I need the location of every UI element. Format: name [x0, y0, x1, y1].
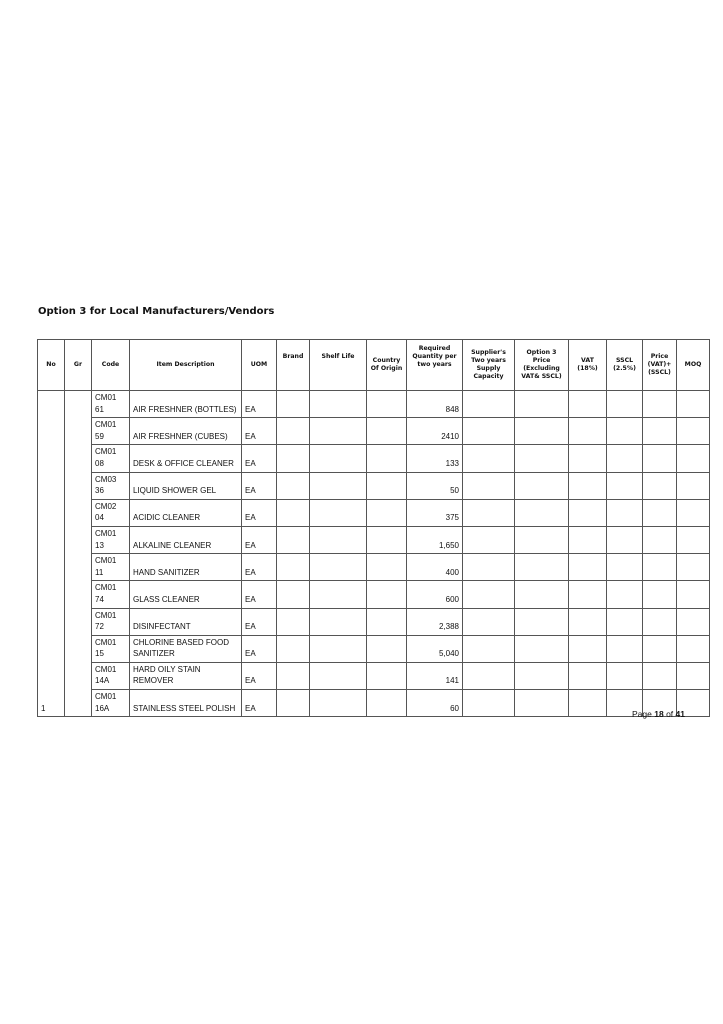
vat-cell [569, 581, 607, 608]
vat-cell [569, 391, 607, 418]
option3-price-cell [515, 418, 569, 445]
table-row [38, 391, 710, 418]
header-option3-price: Option 3 Price (Excluding VAT& SSCL) [515, 340, 569, 391]
option3-price-cell [515, 581, 569, 608]
header-no: No [38, 340, 65, 391]
moq-cell [677, 635, 710, 662]
item-description-cell [130, 499, 242, 526]
country-of-origin-cell [367, 635, 407, 662]
code-line-2: 13 [95, 540, 104, 550]
required-quantity-cell: 1,650 [407, 526, 463, 553]
uom-cell: EA [242, 581, 277, 608]
required-quantity-cell: 5,040 [407, 635, 463, 662]
items-table [37, 339, 710, 717]
table-row [38, 608, 710, 635]
uom-cell: EA [242, 418, 277, 445]
sscl-cell [607, 445, 643, 472]
brand-cell [277, 499, 310, 526]
price-vat-sscl-cell [643, 472, 677, 499]
description-line-2: DISINFECTANT [133, 622, 191, 632]
supply-capacity-cell [463, 418, 515, 445]
supply-capacity-cell [463, 581, 515, 608]
country-of-origin-cell [367, 472, 407, 499]
option3-price-cell [515, 554, 569, 581]
moq-cell [677, 662, 710, 689]
moq-cell [677, 526, 710, 553]
description-line-2: ALKALINE CLEANER [133, 540, 212, 550]
header-item-description: Item Description [130, 340, 242, 391]
table-row [38, 445, 710, 472]
code-cell [92, 499, 130, 526]
required-quantity-cell: 375 [407, 499, 463, 526]
group-no-cell: 1 [38, 391, 65, 717]
code-cell [92, 445, 130, 472]
description-line-2: HAND SANITIZER [133, 567, 200, 577]
vat-cell [569, 690, 607, 717]
country-of-origin-cell [367, 690, 407, 717]
uom-cell: EA [242, 445, 277, 472]
moq-cell [677, 472, 710, 499]
page-word: Page [631, 709, 652, 719]
brand-cell [277, 391, 310, 418]
code-cell [92, 391, 130, 418]
supply-capacity-cell [463, 526, 515, 553]
uom-cell: EA [242, 499, 277, 526]
option3-price-cell [515, 608, 569, 635]
uom-cell: EA [242, 554, 277, 581]
option3-price-cell [515, 526, 569, 553]
price-vat-sscl-cell [643, 499, 677, 526]
sscl-cell [607, 608, 643, 635]
code-line-1: CM01 [95, 692, 117, 702]
code-cell [92, 581, 130, 608]
brand-cell [277, 472, 310, 499]
code-cell [92, 662, 130, 689]
shelf-life-cell [310, 499, 367, 526]
moq-cell [677, 554, 710, 581]
moq-cell [677, 608, 710, 635]
country-of-origin-cell [367, 499, 407, 526]
description-line-1: CHLORINE BASED FOOD [133, 637, 230, 647]
total-pages: 41 [675, 709, 685, 719]
header-brand: Brand [277, 340, 310, 391]
sscl-cell [607, 662, 643, 689]
country-of-origin-cell [367, 445, 407, 472]
price-vat-sscl-cell [643, 526, 677, 553]
brand-cell [277, 635, 310, 662]
shelf-life-cell [310, 581, 367, 608]
header-code: Code [92, 340, 130, 391]
header-supply-capacity: Supplier's Two years Supply Capacity [463, 340, 515, 391]
item-description-cell [130, 635, 242, 662]
header-required-quantity: Required Quantity per two years [407, 340, 463, 391]
vat-cell [569, 554, 607, 581]
code-line-2: 72 [95, 622, 104, 632]
description-line-2: LIQUID SHOWER GEL [133, 486, 217, 496]
shelf-life-cell [310, 391, 367, 418]
code-line-2: 61 [95, 404, 104, 414]
description-line-2: DESK & OFFICE CLEANER [133, 458, 234, 468]
header-shelf-life: Shelf Life [310, 340, 367, 391]
moq-cell [677, 391, 710, 418]
uom-cell: EA [242, 662, 277, 689]
shelf-life-cell [310, 608, 367, 635]
table-row [38, 472, 710, 499]
vat-cell [569, 662, 607, 689]
description-line-2: GLASS CLEANER [133, 594, 200, 604]
price-vat-sscl-cell [643, 391, 677, 418]
shelf-life-cell [310, 418, 367, 445]
code-cell [92, 472, 130, 499]
price-vat-sscl-cell [643, 581, 677, 608]
shelf-life-cell [310, 445, 367, 472]
item-description-cell [130, 690, 242, 717]
brand-cell [277, 418, 310, 445]
sscl-cell [607, 635, 643, 662]
price-vat-sscl-cell [643, 662, 677, 689]
code-line-2: 16A [95, 703, 110, 713]
header-moq: MOQ [677, 340, 710, 391]
code-line-2: 14A [95, 676, 110, 686]
group-gr-cell [65, 391, 92, 717]
code-cell [92, 690, 130, 717]
description-line-2: SANITIZER [133, 649, 175, 659]
code-line-1: CM01 [95, 420, 117, 430]
item-description-cell [130, 472, 242, 499]
sscl-cell [607, 581, 643, 608]
uom-cell: EA [242, 391, 277, 418]
header-price-vat-sscl: Price (VAT)+ (SSCL) [643, 340, 677, 391]
table-header-row [38, 340, 710, 391]
price-vat-sscl-cell [643, 608, 677, 635]
country-of-origin-cell [367, 608, 407, 635]
item-description-cell [130, 608, 242, 635]
code-cell [92, 418, 130, 445]
code-line-2: 15 [95, 649, 104, 659]
supply-capacity-cell [463, 690, 515, 717]
table-body [38, 391, 710, 717]
table-row [38, 526, 710, 553]
brand-cell [277, 581, 310, 608]
shelf-life-cell [310, 662, 367, 689]
table-row [38, 554, 710, 581]
shelf-life-cell [310, 526, 367, 553]
item-description-cell [130, 526, 242, 553]
price-vat-sscl-cell [643, 635, 677, 662]
option3-price-cell [515, 662, 569, 689]
sscl-cell [607, 472, 643, 499]
shelf-life-cell [310, 554, 367, 581]
sscl-cell [607, 499, 643, 526]
country-of-origin-cell [367, 391, 407, 418]
brand-cell [277, 690, 310, 717]
code-line-1: CM01 [95, 393, 117, 402]
supply-capacity-cell [463, 554, 515, 581]
supply-capacity-cell [463, 499, 515, 526]
sscl-cell [607, 418, 643, 445]
item-description-cell [130, 445, 242, 472]
header-uom: UOM [242, 340, 277, 391]
header-country-of-origin: Country Of Origin [367, 340, 407, 391]
required-quantity-cell: 848 [407, 391, 463, 418]
code-cell [92, 608, 130, 635]
code-line-2: 08 [95, 458, 104, 468]
required-quantity-cell: 133 [407, 445, 463, 472]
code-line-1: CM02 [95, 501, 117, 511]
code-line-1: CM01 [95, 583, 117, 593]
code-line-1: CM01 [95, 637, 117, 647]
option3-price-cell [515, 635, 569, 662]
uom-cell: EA [242, 608, 277, 635]
page-number [632, 709, 685, 719]
brand-cell [277, 526, 310, 553]
description-line-2: AIR FRESHNER (BOTTLES) [133, 404, 237, 414]
brand-cell [277, 445, 310, 472]
section-title: Option 3 for Local Manufacturers/Vendors [38, 306, 275, 317]
table-row [38, 499, 710, 526]
supply-capacity-cell [463, 472, 515, 499]
current-page: 18 [654, 709, 664, 719]
country-of-origin-cell [367, 554, 407, 581]
table-row [38, 635, 710, 662]
table-row [38, 690, 710, 717]
brand-cell [277, 608, 310, 635]
required-quantity-cell: 60 [407, 690, 463, 717]
description-line-2: REMOVER [133, 676, 174, 686]
sscl-cell [607, 554, 643, 581]
supply-capacity-cell [463, 445, 515, 472]
code-cell [92, 635, 130, 662]
description-line-2: AIR FRESHNER (CUBES) [133, 431, 228, 441]
vat-cell [569, 526, 607, 553]
uom-cell: EA [242, 526, 277, 553]
uom-cell: EA [242, 690, 277, 717]
header-vat: VAT (18%) [569, 340, 607, 391]
country-of-origin-cell [367, 526, 407, 553]
sscl-cell [607, 391, 643, 418]
description-line-1: HARD OILY STAIN [133, 664, 201, 674]
required-quantity-cell: 2410 [407, 418, 463, 445]
table-row [38, 662, 710, 689]
supply-capacity-cell [463, 608, 515, 635]
moq-cell [677, 581, 710, 608]
moq-cell [677, 445, 710, 472]
brand-cell [277, 554, 310, 581]
option3-price-cell [515, 445, 569, 472]
brand-cell [277, 662, 310, 689]
table-row [38, 581, 710, 608]
price-vat-sscl-cell [643, 445, 677, 472]
vat-cell [569, 445, 607, 472]
vat-cell [569, 635, 607, 662]
vat-cell [569, 472, 607, 499]
code-line-1: CM01 [95, 528, 117, 538]
code-line-2: 36 [95, 486, 104, 496]
code-line-1: CM01 [95, 664, 117, 674]
item-description-cell [130, 581, 242, 608]
item-description-cell [130, 554, 242, 581]
moq-cell [677, 418, 710, 445]
supply-capacity-cell [463, 391, 515, 418]
option3-price-cell [515, 391, 569, 418]
header-sscl: SSCL (2.5%) [607, 340, 643, 391]
vat-cell [569, 608, 607, 635]
code-line-1: CM01 [95, 447, 117, 457]
uom-cell: EA [242, 635, 277, 662]
item-description-cell [130, 662, 242, 689]
code-line-2: 74 [95, 594, 104, 604]
of-word: of [666, 709, 674, 719]
header-gr: Gr [65, 340, 92, 391]
table-row [38, 418, 710, 445]
required-quantity-cell: 50 [407, 472, 463, 499]
option3-price-cell [515, 499, 569, 526]
country-of-origin-cell [367, 418, 407, 445]
supply-capacity-cell [463, 635, 515, 662]
sscl-cell [607, 526, 643, 553]
description-line-2: ACIDIC CLEANER [133, 513, 201, 523]
code-cell [92, 526, 130, 553]
description-line-2: STAINLESS STEEL POLISH [133, 703, 236, 713]
price-vat-sscl-cell [643, 554, 677, 581]
option3-price-cell [515, 690, 569, 717]
code-line-1: CM01 [95, 610, 117, 620]
price-vat-sscl-cell [643, 418, 677, 445]
code-line-1: CM03 [95, 474, 117, 484]
country-of-origin-cell [367, 662, 407, 689]
shelf-life-cell [310, 472, 367, 499]
option3-price-cell [515, 472, 569, 499]
shelf-life-cell [310, 690, 367, 717]
vat-cell [569, 499, 607, 526]
shelf-life-cell [310, 635, 367, 662]
country-of-origin-cell [367, 581, 407, 608]
code-line-2: 11 [95, 567, 104, 577]
required-quantity-cell: 2,388 [407, 608, 463, 635]
item-description-cell [130, 391, 242, 418]
code-line-2: 59 [95, 431, 104, 441]
code-line-2: 04 [95, 513, 104, 523]
required-quantity-cell: 141 [407, 662, 463, 689]
moq-cell [677, 499, 710, 526]
required-quantity-cell: 600 [407, 581, 463, 608]
item-description-cell [130, 418, 242, 445]
code-cell [92, 554, 130, 581]
required-quantity-cell: 400 [407, 554, 463, 581]
code-line-1: CM01 [95, 556, 117, 566]
uom-cell: EA [242, 472, 277, 499]
supply-capacity-cell [463, 662, 515, 689]
vat-cell [569, 418, 607, 445]
